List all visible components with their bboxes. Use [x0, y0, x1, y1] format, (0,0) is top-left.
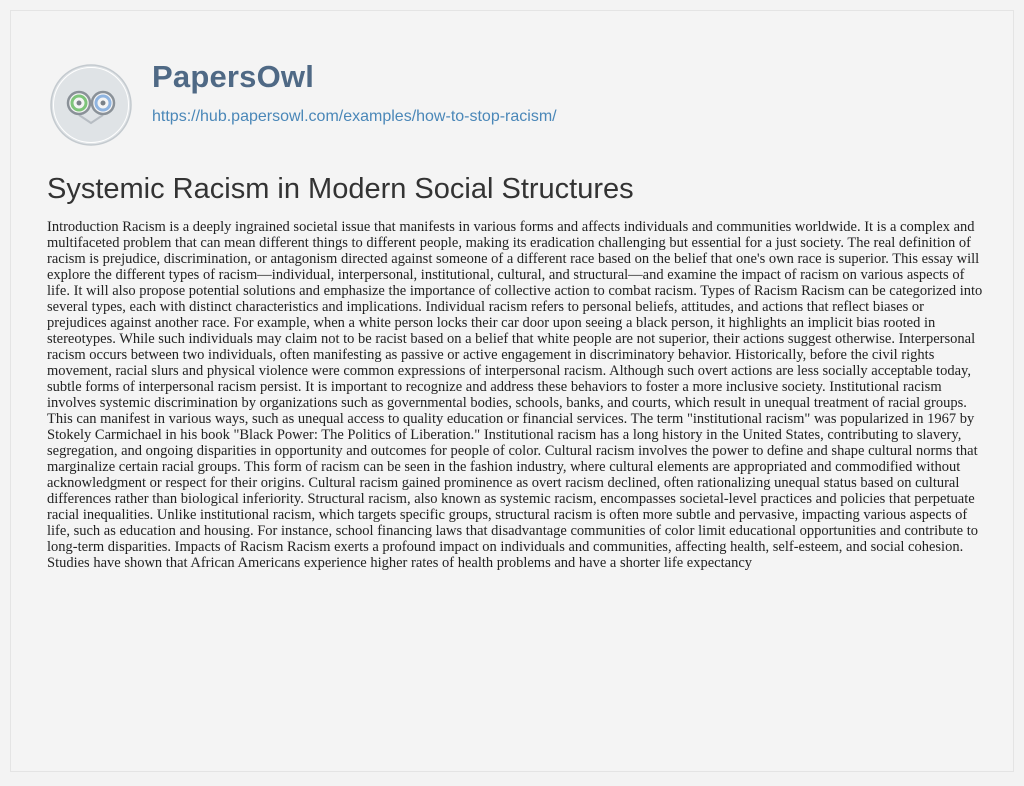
papersowl-logo-icon	[49, 63, 133, 147]
owl-eyes-icon	[49, 63, 133, 147]
essay-title: Systemic Racism in Modern Social Structures	[47, 173, 634, 205]
source-url-link[interactable]: https://hub.papersowl.com/examples/how-to-stop-racism/	[152, 108, 557, 125]
essay-body: Introduction Racism is a deeply ingrained societal issue that manifests in various forms and affects individuals and communities worldwide. It is a complex and multifaceted problem that can mean different things to different people, making its eradication challenging but essential for a just society. The real definition of racism is prejudice, discrimination, or antagonism directed against someone of a different race based on the belief that one's own race is superior. This essay will explore the different types of racism—individual, interpersonal, institutional, cultural, and structural—and examine the impact of racism on various aspects of life. It will also propose potential solutions and emphasize the importance of collective action to combat racism. Types of Racism Racism can be categorized into several types, each with distinct characteristics and implications. Individual racism refers to personal beliefs, attitudes, and actions that reflect biases or prejudices against another race. For example, when a white person locks their car door upon seeing a black person, it highlights an implicit bias rooted in stereotypes. While such individuals may claim not to be racist based on a belief that white people are not superior, their actions suggest otherwise. Interpersonal racism occurs between two individuals, often manifesting as passive or active engagement in discriminatory behavior. Historically, before the civil rights movement, racial slurs and physical violence were common expressions of interpersonal racism. Although such overt actions are less socially acceptable today, subtle forms of interpersonal racism persist. It is important to recognize and address these behaviors to foster a more inclusive society. Institutional racism involves systemic discrimination by organizations such as governmental bodies, schools, banks, and courts, which result in unequal treatment of racial groups. This can manifest in various ways, such as unequal access to quality education or financial services. The term "institutional racism" was popularized in 1967 by Stokely Carmichael in his book "Black Power: The Politics of Liberation." Institutional racism has a long history in the United States, contributing to slavery, segregation, and ongoing disparities in opportunity and outcomes for people of color. Cultural racism involves the power to define and shape cultural norms that marginalize certain racial groups. This form of racism can be seen in the fashion industry, where cultural elements are appropriated and commodified without acknowledgment or respect for their origins. Cultural racism gained prominence as overt racism declined, often rationalizing unequal status based on cultural differences rather than biological inferiority. Structural racism, also known as systemic racism, encompasses societal-level practices and policies that perpetuate racial inequalities. Unlike institutional racism, which targets specific groups, structural racism is often more subtle and pervasive, impacting various aspects of life, such as education and housing. For instance, school financing laws that disadvantage communities of color limit educational opportunities and contribute to long-term disparities. Impacts of Racism Racism exerts a profound impact on individuals and communities, affecting health, self-esteem, and social cohesion. Studies have shown that African Americans experience higher rates of health problems and have a shorter life expectancy	[47, 219, 983, 571]
brand-name: PapersOwl	[152, 59, 315, 94]
